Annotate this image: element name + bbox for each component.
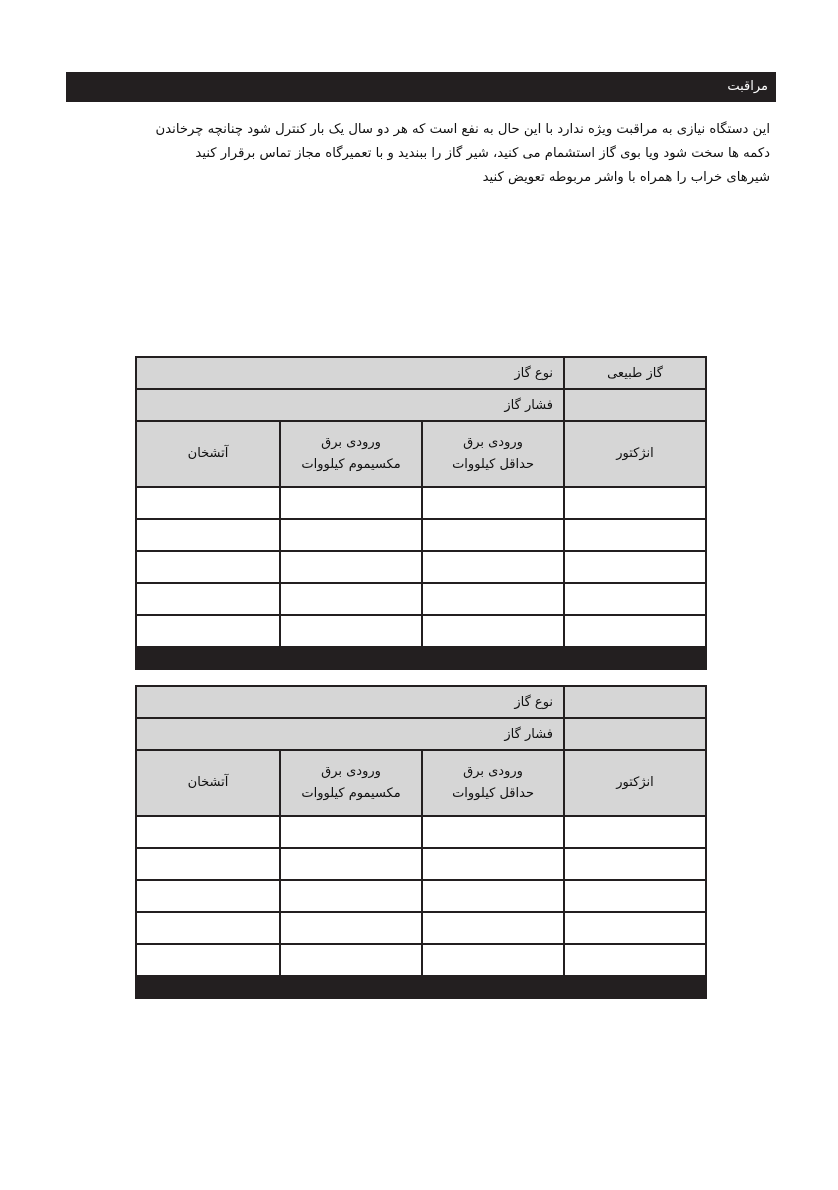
gas-type-value: گاز طبیعی [564,357,706,389]
section-title: مراقبت [727,79,768,94]
col-min-power-line2: حداقل کیلووات [452,457,534,472]
intro-line: شیرهای خراب را همراه با واشر مربوطه تعویض کنید [482,170,770,185]
col-injector-label: انژکتور [616,775,654,790]
gas-type-label: نوع گاز [136,357,564,389]
col-burner-label: آتشخان [187,775,229,790]
table-row [136,880,706,912]
intro-line: این دستگاه نیازی به مراقبت ویژه ندارد با این حال به نفع است که هر دو سال یک بار کنترل شود چنانچه چرخاندن [155,122,770,137]
col-injector [564,750,706,816]
intro-text [66,118,770,190]
col-min-power-line1: ورودی برق [463,435,523,450]
table-row [136,519,706,551]
gas-type-row [136,357,706,389]
gas-type-label: نوع گاز [136,686,564,718]
col-burner [136,421,280,487]
table-row [136,583,706,615]
col-min-power [422,750,564,816]
col-injector [564,421,706,487]
table-divider [136,647,706,669]
col-injector-label: انژکتور [616,446,654,461]
gas-pressure-row [136,718,706,750]
table-row [136,848,706,880]
col-min-power-line2: حداقل کیلووات [452,786,534,801]
intro-line: دکمه ها سخت شود ویا بوی گاز استشمام می کنید، شیر گاز را ببندید و با تعمیرگاه مجاز تماس برقرار کنید [195,146,770,161]
table-row [136,487,706,519]
col-max-power [280,421,422,487]
gas-pressure-label: فشار گاز [136,389,564,421]
section-header [66,72,776,102]
spec-table-1 [135,356,707,670]
col-min-power [422,421,564,487]
table-divider [136,976,706,998]
col-max-power-line2: مکسیموم کیلووات [301,786,401,801]
column-header-row [136,750,706,816]
table-row [136,551,706,583]
gas-pressure-label: فشار گاز [136,718,564,750]
gas-pressure-value [564,389,706,421]
gas-type-value [564,686,706,718]
col-min-power-line1: ورودی برق [463,764,523,779]
table-row [136,912,706,944]
col-max-power [280,750,422,816]
spec-table-2 [135,685,707,999]
col-burner [136,750,280,816]
table-row [136,944,706,976]
col-burner-label: آتشخان [187,446,229,461]
gas-pressure-value [564,718,706,750]
table-row [136,615,706,647]
gas-type-row [136,686,706,718]
col-max-power-line1: ورودی برق [321,764,381,779]
col-max-power-line2: مکسیموم کیلووات [301,457,401,472]
col-max-power-line1: ورودی برق [321,435,381,450]
column-header-row [136,421,706,487]
gas-pressure-row [136,389,706,421]
table-row [136,816,706,848]
